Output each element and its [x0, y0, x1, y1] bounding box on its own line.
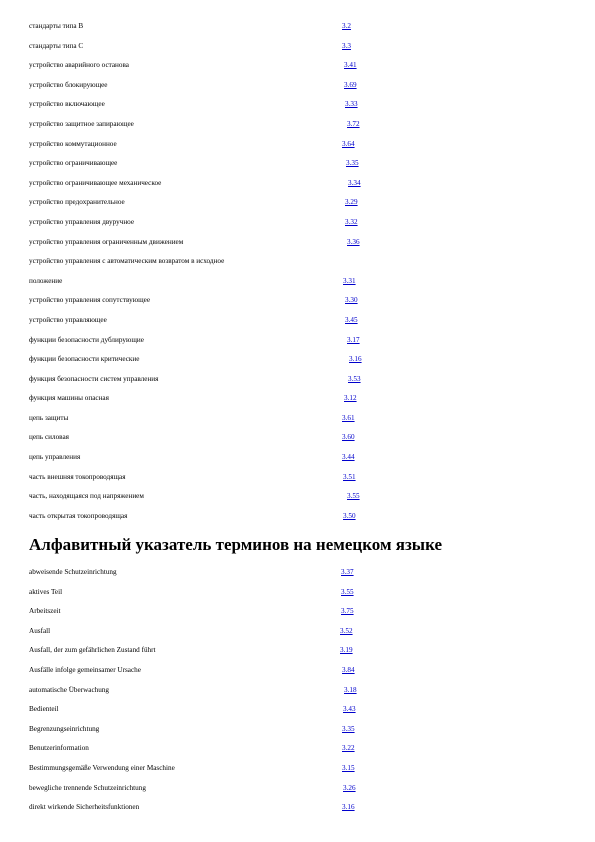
index-term: устройство защитное запирающее: [29, 119, 134, 128]
index-entry: [29, 95, 569, 115]
index-term: часть, находящаяся под напряжением: [29, 492, 144, 501]
section-reference-link[interactable]: 3.55: [347, 492, 360, 501]
section-reference-link[interactable]: 3.51: [343, 472, 356, 481]
index-term: устройство управления двуручное: [29, 217, 135, 226]
section-reference-link[interactable]: 3.34: [348, 178, 361, 187]
index-entry: [29, 563, 569, 583]
index-entry: [29, 193, 569, 213]
section-reference-link[interactable]: 3.45: [345, 315, 358, 324]
index-entry: [29, 468, 569, 488]
section-reference-link[interactable]: 3.35: [346, 159, 359, 168]
index-entry: [29, 700, 569, 720]
section-reference-link[interactable]: 3.32: [345, 217, 358, 226]
index-entry: [29, 311, 569, 331]
index-term: Benutzerinformation: [29, 744, 89, 753]
index-term: устройство аварийного останова: [29, 61, 129, 70]
index-term: часть открытая токопроводящая: [29, 511, 128, 520]
section-reference-link[interactable]: 3.12: [344, 394, 357, 403]
index-term: устройство предохранительное: [29, 198, 125, 207]
section-reference-link[interactable]: 3.44: [342, 453, 355, 462]
index-entry: [29, 739, 569, 759]
index-term: Bedienteil: [29, 705, 59, 714]
index-entry: [29, 759, 569, 779]
section-reference-link[interactable]: 3.22: [342, 744, 355, 753]
index-entry: [29, 641, 569, 661]
index-term: устройство включающее: [29, 100, 105, 109]
section-reference-link[interactable]: 3.30: [345, 296, 358, 305]
index-entry: [29, 56, 569, 76]
index-entry: [29, 798, 569, 818]
index-entry: [29, 233, 569, 253]
section-reference-link[interactable]: 3.16: [349, 355, 362, 364]
section-reference-link[interactable]: 3.60: [342, 433, 355, 442]
index-entry: [29, 602, 569, 622]
index-term: aktives Teil: [29, 587, 63, 596]
index-term: устройство управления ограниченным движением: [29, 237, 184, 246]
index-entry: [29, 681, 569, 701]
section-reference-link[interactable]: 3.26: [343, 783, 356, 792]
section-reference-link[interactable]: 3.15: [342, 763, 355, 772]
index-term: функции безопасности критические: [29, 355, 140, 364]
index-term: цепь управления: [29, 453, 81, 462]
section-reference-link[interactable]: 3.36: [347, 237, 360, 246]
index-term: функции безопасности дублирующие: [29, 335, 144, 344]
section-reference-link[interactable]: 3.55: [341, 587, 354, 596]
index-term: устройство коммутационное: [29, 139, 117, 148]
section-reference-link[interactable]: 3.17: [347, 335, 360, 344]
section-reference-link[interactable]: 3.35: [342, 724, 355, 733]
index-entry: [29, 779, 569, 799]
index-term: устройство управляющее: [29, 315, 107, 324]
index-entry: [29, 291, 569, 311]
section-reference-link[interactable]: 3.75: [341, 607, 354, 616]
section-reference-link[interactable]: 3.69: [344, 80, 357, 89]
index-term: устройство ограничивающее: [29, 159, 118, 168]
index-entry: [29, 213, 569, 233]
index-term: Ausfälle infolge gemeinsamer Ursache: [29, 665, 141, 674]
index-entry: [29, 583, 569, 603]
index-term: стандарты типа С: [29, 41, 84, 50]
index-entry: [29, 37, 569, 57]
section-reference-link[interactable]: 3.64: [342, 139, 355, 148]
index-entry: [29, 428, 569, 448]
index-term: устройство блокирующее: [29, 80, 108, 89]
section-reference-link[interactable]: 3.53: [348, 374, 361, 383]
index-entry: [29, 76, 569, 96]
index-term: положение: [29, 276, 63, 285]
section-reference-link[interactable]: 3.41: [344, 61, 357, 70]
index-entry: [29, 135, 569, 155]
index-entry: [29, 115, 569, 135]
index-term: Begrenzungseinrichtung: [29, 724, 100, 733]
index-entry: [29, 331, 569, 351]
index-term: устройство управления с автоматическим возвратом в исходное: [29, 257, 225, 266]
index-entry: [29, 252, 569, 272]
section-reference-link[interactable]: 3.16: [342, 803, 355, 812]
russian-term-index: [29, 17, 569, 526]
index-term: устройство ограничивающее механическое: [29, 178, 162, 187]
index-entry: [29, 720, 569, 740]
index-term: стандарты типа В: [29, 22, 84, 30]
section-reference-link[interactable]: 3.61: [342, 413, 355, 422]
german-term-index: [29, 563, 569, 818]
index-entry: [29, 448, 569, 468]
index-entry: [29, 409, 569, 429]
index-term: automatische Überwachung: [29, 685, 110, 694]
index-term: функция безопасности систем управления: [29, 374, 159, 383]
section-reference-link[interactable]: 3.19: [340, 646, 353, 655]
index-entry: [29, 389, 569, 409]
section-reference-link[interactable]: 3.2: [342, 22, 351, 30]
index-term: устройство управления сопутствующее: [29, 296, 151, 305]
index-entry: [29, 622, 569, 642]
index-term: цепь защиты: [29, 413, 69, 422]
index-entry: [29, 174, 569, 194]
index-term: abweisende Schutzeinrichtung: [29, 568, 117, 576]
german-index-heading: Алфавитный указатель терминов на немецком языке: [29, 535, 442, 554]
index-entry: [29, 507, 569, 527]
index-term: часть внешняя токопроводящая: [29, 472, 126, 481]
index-term: Ausfall: [29, 626, 51, 635]
index-entry: [29, 154, 569, 174]
section-reference-link[interactable]: 3.3: [342, 41, 351, 50]
index-term: функция машины опасная: [29, 394, 109, 403]
section-reference-link[interactable]: 3.50: [343, 511, 356, 520]
index-term: Bestimmungsgemäße Verwendung einer Maschine: [29, 763, 175, 772]
section-reference-link[interactable]: 3.43: [343, 705, 356, 714]
section-reference-link[interactable]: 3.72: [347, 119, 360, 128]
index-entry: [29, 370, 569, 390]
index-entry: [29, 487, 569, 507]
section-reference-link[interactable]: 3.33: [345, 100, 358, 109]
section-reference-link[interactable]: 3.37: [341, 568, 354, 576]
index-entry: [29, 17, 569, 37]
section-reference-link[interactable]: 3.52: [340, 626, 353, 635]
index-term: direkt wirkende Sicherheitsfunktionen: [29, 803, 140, 812]
section-reference-link[interactable]: 3.31: [343, 276, 356, 285]
section-reference-link[interactable]: 3.18: [344, 685, 357, 694]
section-reference-link[interactable]: 3.84: [342, 665, 355, 674]
index-term: bewegliche trennende Schutzeinrichtung: [29, 783, 146, 792]
index-entry: [29, 350, 569, 370]
index-entry: [29, 272, 569, 292]
index-entry: [29, 661, 569, 681]
index-term: цепь силовая: [29, 433, 69, 442]
index-term: Ausfall, der zum gefährlichen Zustand führt: [29, 646, 156, 655]
index-term: Arbeitszeit: [29, 607, 61, 616]
section-reference-link[interactable]: 3.29: [345, 198, 358, 207]
